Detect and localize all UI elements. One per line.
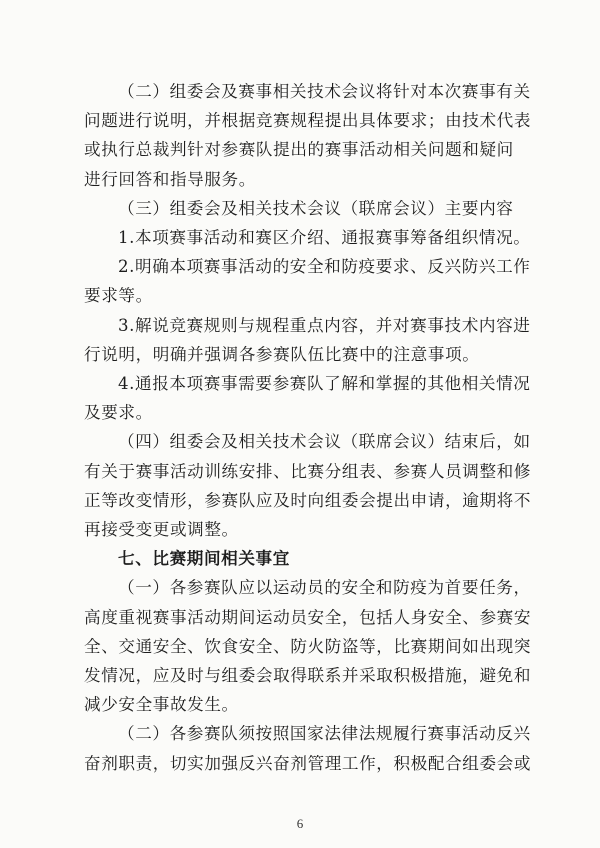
paragraph-line: （一）各参赛队应以运动员的安全和防疫为首要任务， <box>118 578 531 598</box>
paragraph-line: 有关于赛事活动训练安排、比赛分组表、参赛人员调整和修 <box>84 461 532 481</box>
paragraph-line: 正等改变情形，参赛队应及时向组委会提出申请，逾期将不 <box>84 490 532 510</box>
page-number: 6 <box>296 816 304 831</box>
paragraph-line: 1.本项赛事活动和赛区介绍、通报赛事筹备组织情况。 <box>118 228 531 247</box>
paragraph-line: 全、交通安全、饮食安全、防火防盗等，比赛期间如出现突 <box>84 636 532 656</box>
paragraph-line: 再接受变更或调整。 <box>84 520 239 539</box>
paragraph-line: 及要求。 <box>84 403 153 423</box>
paragraph-line: 奋剂职责，切实加强反兴奋剂管理工作，积极配合组委会或 <box>84 753 532 773</box>
paragraph-line: （四）组委会及相关技术会议（联席会议）结束后，如 <box>118 432 531 452</box>
paragraph-line: （三）组委会及相关技术会议（联席会议）主要内容 <box>118 198 514 218</box>
paragraph-line: 或执行总裁判针对参赛队提出的赛事活动相关问题和疑问 <box>84 140 514 160</box>
paragraph-line: 问题进行说明，并根据竞赛规程提出具体要求；由技术代表 <box>84 111 532 131</box>
paragraph-line: 发情况，应及时与组委会取得联系并采取积极措施，避免和 <box>84 666 532 685</box>
paragraph-line: 减少安全事故发生。 <box>84 695 239 715</box>
paragraph-line: 行说明，明确并强调各参赛队伍比赛中的注意事项。 <box>84 344 480 364</box>
paragraph-line: 要求等。 <box>84 286 153 306</box>
paragraph-line: 3.解说竞赛规则与规程重点内容，并对赛事技术内容进 <box>118 315 531 335</box>
paragraph-line: 进行回答和指导服务。 <box>84 169 256 189</box>
paragraph-line: （二）组委会及赛事相关技术会议将针对本次赛事有关 <box>118 82 531 101</box>
paragraph-line: 4.通报本项赛事需要参赛队了解和掌握的其他相关情况 <box>118 374 531 393</box>
paragraph-line: 2.明确本项赛事活动的安全和防疫要求、反兴防兴工作 <box>118 257 531 277</box>
paragraph-line: （二）各参赛队须按照国家法律法规履行赛事活动反兴 <box>118 724 531 744</box>
section-heading: 七、比赛期间相关事宜 <box>118 549 290 569</box>
paragraph-line: 高度重视赛事活动期间运动员安全，包括人身安全、参赛安 <box>84 607 532 627</box>
